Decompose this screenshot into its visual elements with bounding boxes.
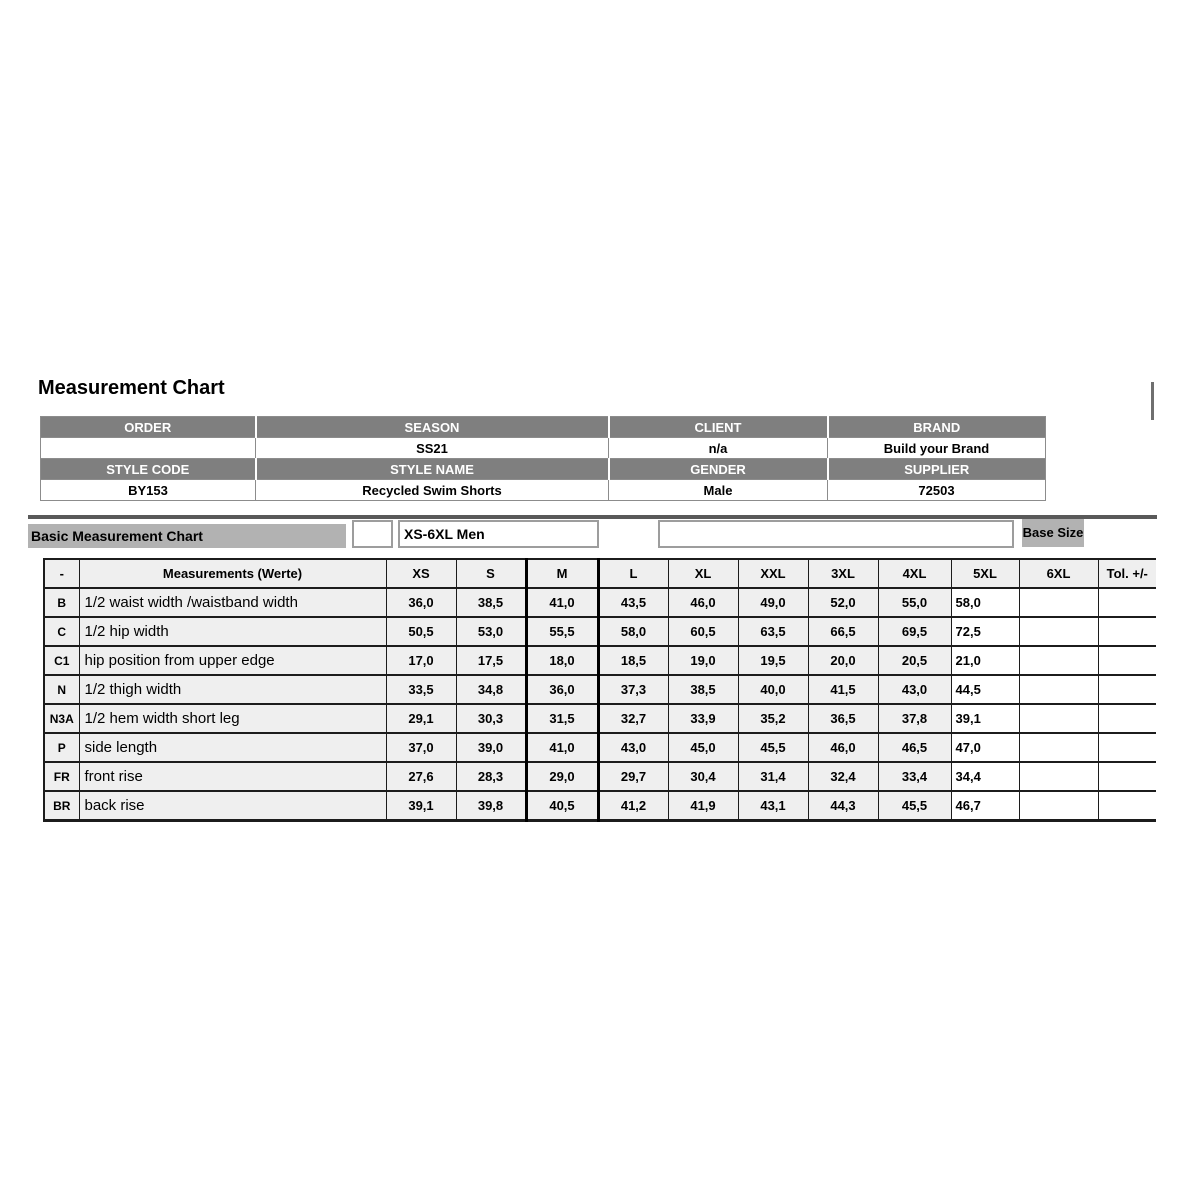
cell-br-tol — [1098, 791, 1156, 821]
cell-b-4xl: 55,0 — [878, 588, 951, 617]
row-name-b: 1/2 waist width /waistband width — [79, 588, 386, 617]
cell-n3a-3xl: 36,5 — [808, 704, 878, 733]
cell-br-s: 39,8 — [456, 791, 526, 821]
cell-p-m: 41,0 — [526, 733, 598, 762]
cell-fr-xl: 30,4 — [668, 762, 738, 791]
cell-fr-m: 29,0 — [526, 762, 598, 791]
column-header-xl: XL — [668, 559, 738, 588]
cell-c1-xl: 19,0 — [668, 646, 738, 675]
cell-c1-4xl: 20,5 — [878, 646, 951, 675]
info-value-style-name: Recycled Swim Shorts — [256, 480, 609, 501]
measurement-table — [43, 558, 1156, 822]
cell-c1-3xl: 20,0 — [808, 646, 878, 675]
cell-n-5xl: 44,5 — [951, 675, 1019, 704]
info-table — [40, 416, 1046, 501]
cell-c-l: 58,0 — [598, 617, 668, 646]
info-header-client: CLIENT — [609, 417, 828, 438]
cell-b-m: 41,0 — [526, 588, 598, 617]
info-header-gender: GENDER — [609, 459, 828, 480]
cell-c-s: 53,0 — [456, 617, 526, 646]
basic-measurement-chart-label: Basic Measurement Chart — [28, 524, 346, 548]
cell-n3a-xs: 29,1 — [386, 704, 456, 733]
cell-n-tol — [1098, 675, 1156, 704]
cell-p-5xl: 47,0 — [951, 733, 1019, 762]
cell-n3a-5xl: 39,1 — [951, 704, 1019, 733]
table-row-c — [44, 617, 1156, 646]
cell-b-3xl: 52,0 — [808, 588, 878, 617]
row-name-fr: front rise — [79, 762, 386, 791]
cell-c1-tol — [1098, 646, 1156, 675]
row-name-c: 1/2 hip width — [79, 617, 386, 646]
table-row-b — [44, 588, 1156, 617]
cell-fr-4xl: 33,4 — [878, 762, 951, 791]
column-header-5xl: 5XL — [951, 559, 1019, 588]
cell-n-m: 36,0 — [526, 675, 598, 704]
info-header-style-name: STYLE NAME — [256, 459, 609, 480]
row-code-c1: C1 — [44, 646, 79, 675]
cell-n-xs: 33,5 — [386, 675, 456, 704]
cell-p-6xl — [1019, 733, 1098, 762]
cell-p-3xl: 46,0 — [808, 733, 878, 762]
info-value-order — [41, 438, 256, 459]
column-header-dash: - — [44, 559, 79, 588]
cell-b-tol — [1098, 588, 1156, 617]
cell-b-xxl: 49,0 — [738, 588, 808, 617]
cell-b-s: 38,5 — [456, 588, 526, 617]
cell-p-l: 43,0 — [598, 733, 668, 762]
column-header-4xl: 4XL — [878, 559, 951, 588]
cell-c-4xl: 69,5 — [878, 617, 951, 646]
page-title: Measurement Chart — [38, 377, 225, 399]
cell-c-m: 55,5 — [526, 617, 598, 646]
page-edge-mark — [1151, 382, 1154, 420]
info-value-style-code: BY153 — [41, 480, 256, 501]
cell-p-s: 39,0 — [456, 733, 526, 762]
cell-p-xs: 37,0 — [386, 733, 456, 762]
cell-c-xs: 50,5 — [386, 617, 456, 646]
cell-c-5xl: 72,5 — [951, 617, 1019, 646]
cell-c-6xl — [1019, 617, 1098, 646]
info-header-season: SEASON — [256, 417, 609, 438]
cell-c-xl: 60,5 — [668, 617, 738, 646]
cell-n3a-4xl: 37,8 — [878, 704, 951, 733]
info-value-gender: Male — [609, 480, 828, 501]
table-row-p — [44, 733, 1156, 762]
section-divider-line — [28, 515, 1157, 519]
cell-c1-xxl: 19,5 — [738, 646, 808, 675]
info-header-supplier: SUPPLIER — [828, 459, 1046, 480]
cell-b-xl: 46,0 — [668, 588, 738, 617]
cell-fr-xs: 27,6 — [386, 762, 456, 791]
cell-b-5xl: 58,0 — [951, 588, 1019, 617]
cell-c-tol — [1098, 617, 1156, 646]
cell-n3a-xl: 33,9 — [668, 704, 738, 733]
cell-br-xl: 41,9 — [668, 791, 738, 821]
column-header-s: S — [456, 559, 526, 588]
column-header-xs: XS — [386, 559, 456, 588]
base-size-label: Base Size — [1022, 519, 1084, 547]
table-row-n — [44, 675, 1156, 704]
info-header-brand: BRAND — [828, 417, 1046, 438]
cell-b-l: 43,5 — [598, 588, 668, 617]
cell-c-xxl: 63,5 — [738, 617, 808, 646]
cell-c1-xs: 17,0 — [386, 646, 456, 675]
table-row-c1 — [44, 646, 1156, 675]
cell-fr-xxl: 31,4 — [738, 762, 808, 791]
cell-n-3xl: 41,5 — [808, 675, 878, 704]
cell-br-6xl — [1019, 791, 1098, 821]
column-header-m: M — [526, 559, 598, 588]
cell-n3a-tol — [1098, 704, 1156, 733]
cell-n-xxl: 40,0 — [738, 675, 808, 704]
table-row-br — [44, 791, 1156, 821]
cell-br-3xl: 44,3 — [808, 791, 878, 821]
info-header-order: ORDER — [41, 417, 256, 438]
row-code-n3a: N3A — [44, 704, 79, 733]
cell-br-xs: 39,1 — [386, 791, 456, 821]
row-code-fr: FR — [44, 762, 79, 791]
info-value-brand: Build your Brand — [828, 438, 1046, 459]
info-value-supplier: 72503 — [828, 480, 1046, 501]
cell-fr-tol — [1098, 762, 1156, 791]
cell-n3a-m: 31,5 — [526, 704, 598, 733]
table-row-n3a — [44, 704, 1156, 733]
cell-br-xxl: 43,1 — [738, 791, 808, 821]
column-header-xxl: XXL — [738, 559, 808, 588]
info-header-style-code: STYLE CODE — [41, 459, 256, 480]
cell-n3a-l: 32,7 — [598, 704, 668, 733]
cell-c1-s: 17,5 — [456, 646, 526, 675]
column-header-tol: Tol. +/- — [1098, 559, 1156, 588]
row-name-p: side length — [79, 733, 386, 762]
cell-br-5xl: 46,7 — [951, 791, 1019, 821]
row-name-br: back rise — [79, 791, 386, 821]
size-range-field[interactable]: XS-6XL Men — [398, 520, 599, 548]
column-header-6xl: 6XL — [1019, 559, 1098, 588]
cell-n-4xl: 43,0 — [878, 675, 951, 704]
cell-p-xxl: 45,5 — [738, 733, 808, 762]
cell-fr-5xl: 34,4 — [951, 762, 1019, 791]
info-value-season: SS21 — [256, 438, 609, 459]
cell-c1-l: 18,5 — [598, 646, 668, 675]
cell-br-m: 40,5 — [526, 791, 598, 821]
row-name-c1: hip position from upper edge — [79, 646, 386, 675]
cell-n-6xl — [1019, 675, 1098, 704]
cell-n-xl: 38,5 — [668, 675, 738, 704]
table-row-fr — [44, 762, 1156, 791]
cell-br-l: 41,2 — [598, 791, 668, 821]
cell-c1-5xl: 21,0 — [951, 646, 1019, 675]
cell-fr-s: 28,3 — [456, 762, 526, 791]
small-input-box[interactable] — [352, 520, 393, 548]
cell-b-6xl — [1019, 588, 1098, 617]
row-code-n: N — [44, 675, 79, 704]
row-code-c: C — [44, 617, 79, 646]
info-value-client: n/a — [609, 438, 828, 459]
cell-fr-3xl: 32,4 — [808, 762, 878, 791]
row-code-br: BR — [44, 791, 79, 821]
row-code-p: P — [44, 733, 79, 762]
cell-p-4xl: 46,5 — [878, 733, 951, 762]
cell-fr-l: 29,7 — [598, 762, 668, 791]
cell-b-xs: 36,0 — [386, 588, 456, 617]
cell-c-3xl: 66,5 — [808, 617, 878, 646]
cell-br-4xl: 45,5 — [878, 791, 951, 821]
cell-p-tol — [1098, 733, 1156, 762]
cell-n-l: 37,3 — [598, 675, 668, 704]
cell-fr-6xl — [1019, 762, 1098, 791]
wide-input-box[interactable] — [658, 520, 1014, 548]
row-name-n3a: 1/2 hem width short leg — [79, 704, 386, 733]
row-code-b: B — [44, 588, 79, 617]
cell-n3a-xxl: 35,2 — [738, 704, 808, 733]
cell-p-xl: 45,0 — [668, 733, 738, 762]
column-header-3xl: 3XL — [808, 559, 878, 588]
cell-n-s: 34,8 — [456, 675, 526, 704]
column-header-l: L — [598, 559, 668, 588]
row-name-n: 1/2 thigh width — [79, 675, 386, 704]
column-header-measurements-werte: Measurements (Werte) — [79, 559, 386, 588]
cell-n3a-6xl — [1019, 704, 1098, 733]
cell-n3a-s: 30,3 — [456, 704, 526, 733]
cell-c1-m: 18,0 — [526, 646, 598, 675]
cell-c1-6xl — [1019, 646, 1098, 675]
